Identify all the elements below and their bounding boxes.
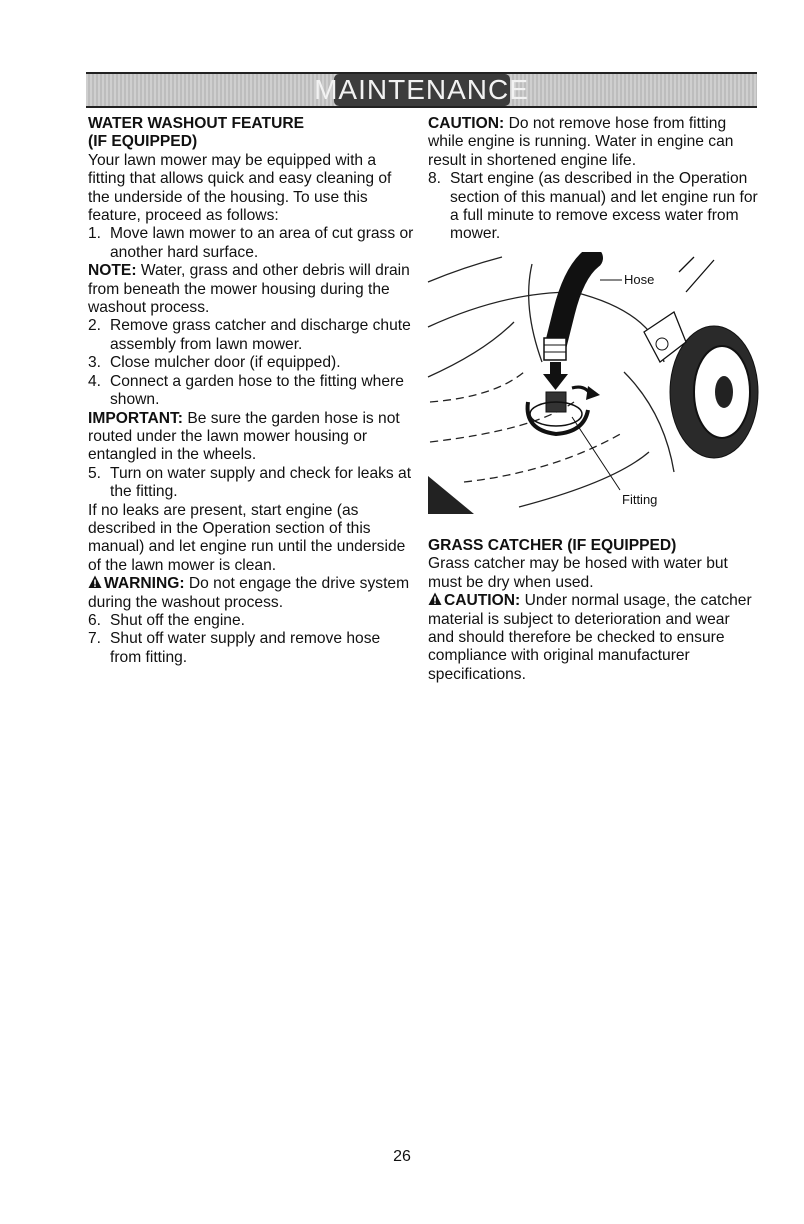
grass-catcher-heading: GRASS CATCHER (IF EQUIPPED) — [428, 537, 677, 554]
page-number: 26 — [393, 1148, 411, 1165]
note-paragraph — [88, 262, 414, 317]
step-number: 2. — [88, 317, 102, 335]
step-2 — [88, 317, 414, 354]
step-text: Start engine (as described in the Operation section of this manual) and let engine run for a full minute to remove excess water from mower. — [450, 170, 758, 243]
arrow-down-icon — [543, 362, 568, 390]
step-text: Shut off the engine. — [110, 611, 245, 629]
step-5 — [88, 465, 414, 502]
warning-triangle-icon — [428, 592, 442, 606]
step-4 — [88, 373, 414, 410]
no-leaks-paragraph: If no leaks are present, start engine (as described in the Operation section of this manual) and let engine run until the underside of the lawn mower is clean. — [88, 501, 406, 574]
intro-paragraph: Your lawn mower may be equipped with a fitting that allows quick and easy cleaning of the underside of the housing. To use this feature, proceed as follows: — [88, 151, 392, 225]
step-text: Connect a garden hose to the fitting where shown. — [110, 372, 404, 409]
step-text: Remove grass catcher and discharge chute assembly from lawn mower. — [110, 317, 411, 353]
step-text: Shut off water supply and remove hose from fitting. — [110, 630, 381, 666]
important-text: Be sure the garden hose is not routed under the lawn mower housing or entangled in the wheels. — [88, 409, 400, 464]
hose-coupling — [544, 338, 566, 360]
housing-edge-line — [624, 372, 674, 472]
garden-hose — [556, 258, 592, 344]
housing-edge-line — [428, 322, 514, 377]
caution-text: Do not remove hose from fitting while engine is running. Water in engine can result in shortened engine life. — [428, 115, 734, 169]
note-label: NOTE: — [88, 262, 137, 280]
housing-dashed-line — [464, 432, 624, 482]
water-washout-heading: WATER WASHOUT FEATURE — [88, 115, 304, 132]
banner-title: MAINTENANCE — [314, 74, 529, 105]
step-number: 1. — [88, 225, 102, 243]
section-banner — [86, 72, 757, 108]
step-number: 6. — [88, 611, 102, 629]
hose-label: Hose — [624, 272, 655, 287]
housing-dashed-line — [430, 372, 524, 402]
warning-label: WARNING: — [104, 575, 185, 593]
warning-triangle-icon — [88, 575, 102, 589]
step-number: 5. — [88, 464, 102, 482]
warning-text: Do not engage the drive system during the washout process. — [88, 575, 410, 611]
caution-label: CAUTION: — [428, 115, 505, 132]
caution2-paragraph — [428, 592, 758, 684]
step-7 — [88, 630, 414, 667]
left-column — [88, 115, 414, 667]
housing-edge-line — [529, 264, 542, 362]
important-label: IMPORTANT: — [88, 409, 183, 427]
step-8 — [428, 170, 758, 244]
important-paragraph — [88, 410, 414, 465]
step-text: Close mulcher door (if equipped). — [110, 354, 341, 372]
warning-paragraph — [88, 575, 414, 612]
step-3 — [88, 354, 414, 372]
step-number: 8. — [428, 170, 442, 188]
caution2-text: Under normal usage, the catcher material is subject to deterioration and wear and should therefore be checked to ensure compliance with original manufacturer specifications. — [428, 592, 752, 683]
right-column-bottom — [428, 537, 758, 684]
caution2-label: CAUTION: — [444, 592, 521, 610]
step-6 — [88, 612, 414, 630]
fitting-label: Fitting — [622, 492, 658, 507]
note-text: Water, grass and other debris will drain from beneath the mower housing during the washout process. — [88, 262, 410, 317]
caution-paragraph — [428, 115, 758, 170]
hose-fitting-illustration — [424, 252, 760, 524]
right-column-top — [428, 115, 758, 244]
step-text: Move lawn mower to an area of cut grass or another hard surface. — [110, 225, 414, 261]
step-text: Turn on water supply and check for leaks at the fitting. — [110, 464, 412, 501]
housing-edge-line — [428, 257, 502, 282]
step-number: 3. — [88, 354, 102, 372]
grass-catcher-paragraph: Grass catcher may be hosed with water but must be dry when used. — [428, 555, 728, 591]
step-1 — [88, 225, 414, 262]
step-number: 4. — [88, 372, 102, 390]
step-number: 7. — [88, 630, 102, 648]
water-washout-heading-sub: (IF EQUIPPED) — [88, 133, 198, 151]
